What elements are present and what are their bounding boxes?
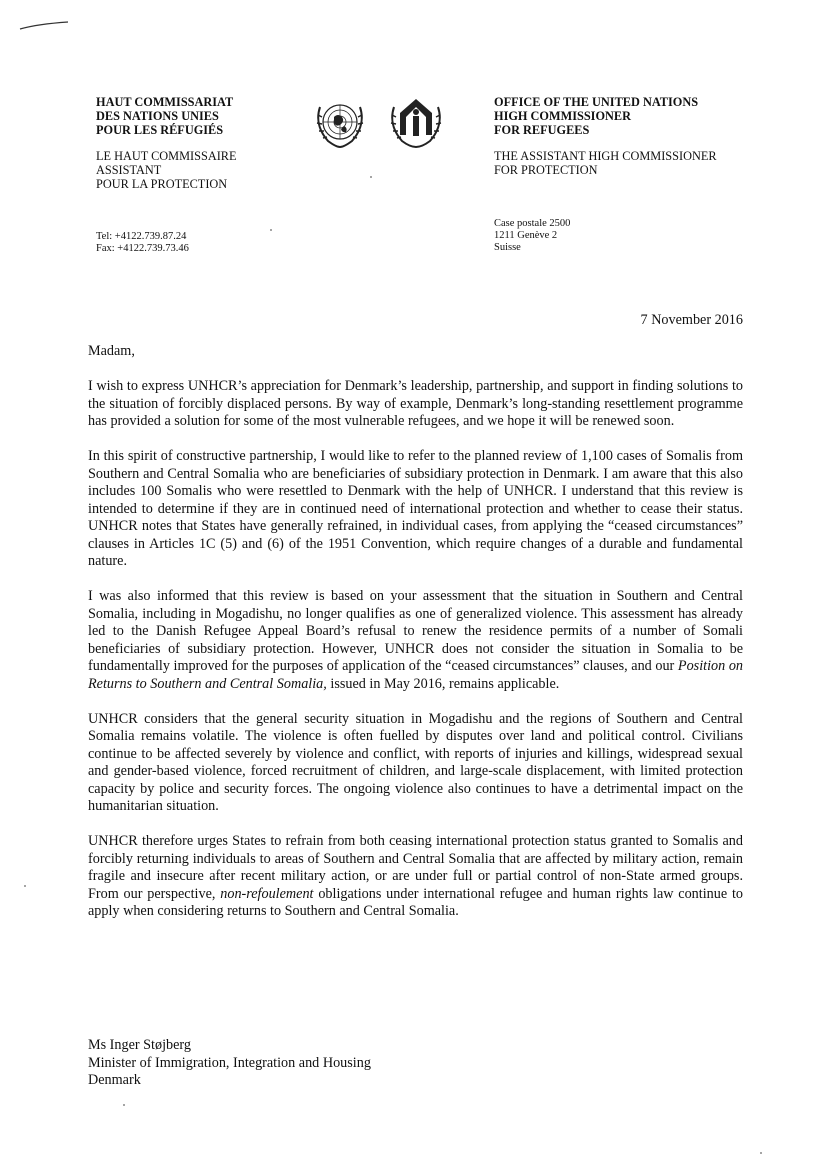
- scan-speck: [370, 176, 372, 178]
- postal-address: [494, 218, 570, 254]
- un-emblem-icon: [310, 95, 370, 153]
- paragraph-3-text-a: I was also informed that this review is based on your assessment that the situation in Southern and Central Somalia, including in Mogadishu, no longer qualifies as one of generalized violence. This assessment has already led to the Danish Refugee Appeal Board’s refusal to renew the residence permits of a number of Somali beneficiaries of subsidiary protection. However, UNHCR does not consider the situation in Somalia to be fundamentally improved for the purposes of application of the “ceased circumstances” clauses, and our: [88, 588, 743, 674]
- paragraph-3-text-b: issued in May 2016, remains applicable.: [326, 675, 560, 692]
- addressee-country: Denmark: [88, 1072, 141, 1088]
- fax: Fax: +4122.739.73.46: [96, 243, 189, 254]
- address-line-3: Suisse: [494, 242, 521, 253]
- paragraph-5: [88, 833, 743, 921]
- scan-speck: [123, 1104, 125, 1106]
- address-line-1: Case postale 2500: [494, 218, 571, 229]
- org-name-fr-line-3: POUR LES RÉFUGIÉS: [96, 123, 224, 137]
- org-name-en-line-2: HIGH COMMISSIONER: [494, 109, 631, 123]
- paragraph-2: In this spirit of constructive partnership, I would like to refer to the planned review of 1,100 cases of Somalis from Southern and Central Somalia who are beneficiaries of subsidiary protection in Denmark. I am aware that this also includes 100 Somalis who were resettled to Denmark with the help of UNHCR. I understand that this review is intended to determine if they are in continued need of international protection and whether to cease their status. UNHCR notes that States have generally refrained, in individual cases, from applying the “ceased circumstances” clauses in Articles 1C (5) and (6) of the 1951 Convention, which require changes of a durable and fundamental nature.: [88, 448, 743, 569]
- paragraph-1: I wish to express UNHCR’s appreciation for Denmark’s leadership, partnership, and support in finding solutions to the situation of forcibly displaced persons. By way of example, Denmark’s long-standing resettlement programme has provided a solution for some of the most vulnerable refugees, and we hope it will be renewed soon.: [88, 378, 743, 429]
- office-fr-line-2: ASSISTANT: [96, 163, 162, 177]
- non-refoulement-term: non-refoulement: [220, 885, 314, 902]
- scan-speck: [760, 1152, 762, 1154]
- org-name-fr-line-1: HAUT COMMISSARIAT: [96, 95, 234, 109]
- addressee-title: Minister of Immigration, Integration and Housing: [88, 1054, 371, 1071]
- paragraph-5-text-a: UNHCR therefore urges States to refrain from both ceasing international protection status granted to Somalis and forcibly returning individuals to areas of Southern and Central Somalia that are affected by military action, remain fragile and insecure after recent military action, or are under full or partial control of non-State armed groups. From our perspective,: [88, 833, 743, 902]
- pen-stroke-mark: [18, 18, 70, 32]
- contact-block: [96, 231, 189, 255]
- unhcr-emblem-icon: [386, 95, 446, 153]
- org-name-en-line-1: OFFICE OF THE UNITED NATIONS: [494, 95, 699, 109]
- paragraph-3: [88, 588, 743, 693]
- letter-body: [88, 343, 743, 938]
- position-paper-title: Position on Returns to Southern and Central Somalia,: [88, 658, 744, 692]
- header-right-block: [494, 95, 717, 177]
- header-left-block: [96, 95, 237, 191]
- logos: [310, 95, 480, 155]
- office-fr-line-3: POUR LA PROTECTION: [96, 177, 228, 191]
- addressee-name: Ms Inger Støjberg: [88, 1037, 191, 1053]
- office-en-line-1: THE ASSISTANT HIGH COMMISSIONER: [494, 149, 717, 163]
- scan-speck: [24, 885, 26, 887]
- org-name-fr-line-2: DES NATIONS UNIES: [96, 109, 219, 123]
- paragraph-4: UNHCR considers that the general security situation in Mogadishu and the regions of Southern and Central Somalia remains volatile. The violence is often fuelled by disputes over land and political control. Civilians continue to be affected severely by violence and conflict, with reports of injuries and killings, widespread sexual and gender-based violence, forced recruitment of children, and large-scale displacement, with limited protection capacity by police and security forces. The ongoing violence also continues to have a detrimental impact on the humanitarian situation.: [88, 710, 743, 814]
- addressee-block: [88, 1037, 371, 1090]
- office-en-line-2: FOR PROTECTION: [494, 163, 598, 177]
- salutation: Madam,: [88, 343, 135, 359]
- scan-speck: [270, 229, 272, 231]
- org-name-en-line-3: FOR REFUGEES: [494, 123, 590, 137]
- paragraph-5-text-b: obligations under international refugee and human rights law continue to apply when considering returns to Southern and Central Somalia.: [88, 885, 743, 919]
- office-fr-line-1: LE HAUT COMMISSAIRE: [96, 149, 237, 163]
- telephone: Tel: +4122.739.87.24: [96, 231, 187, 242]
- letter-date: 7 November 2016: [640, 312, 743, 328]
- address-line-2: 1211 Genève 2: [494, 230, 558, 241]
